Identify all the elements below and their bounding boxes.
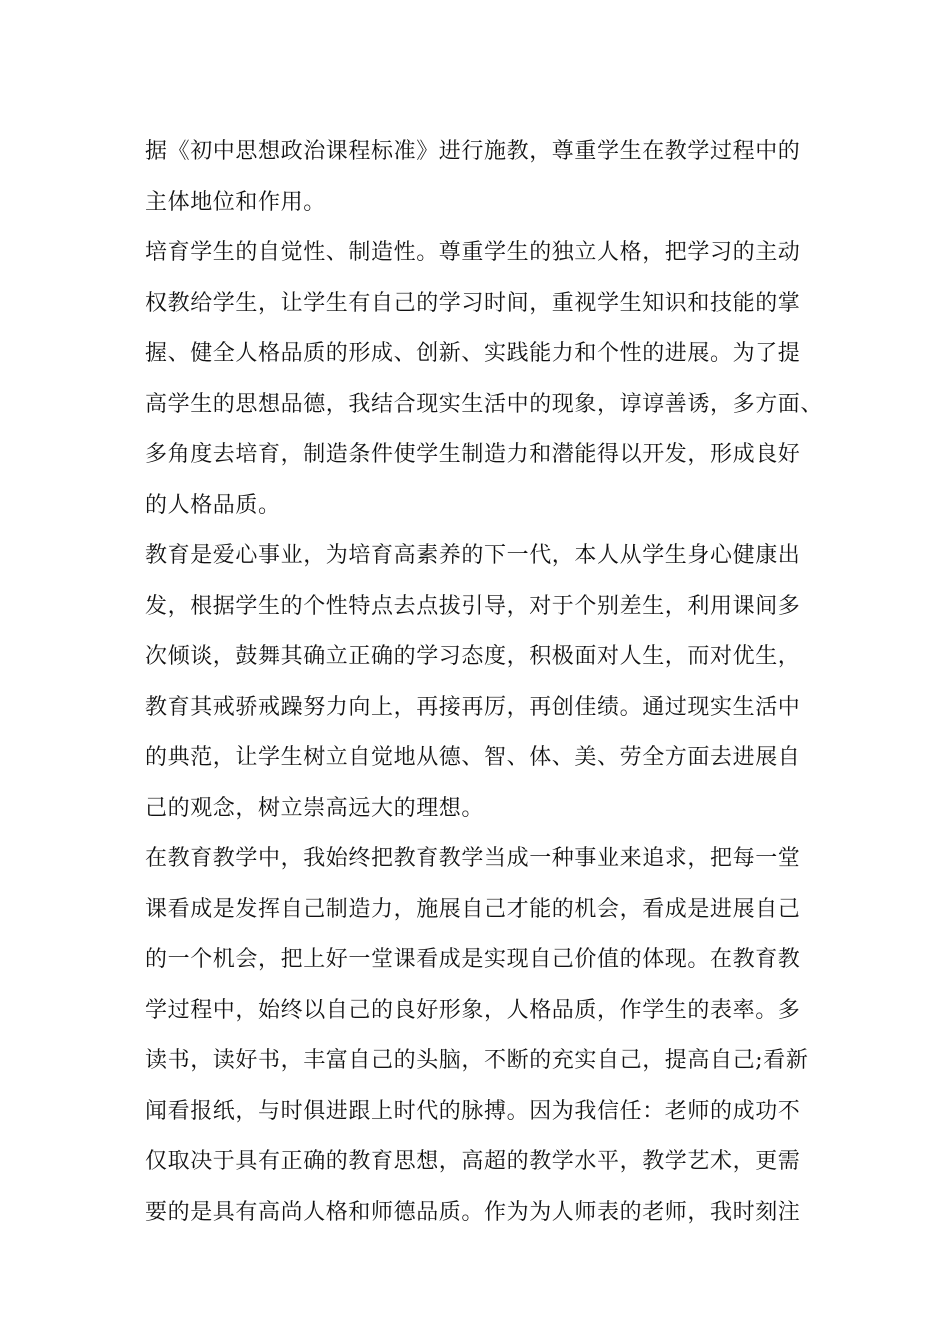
text-line: 学过程中，始终以自己的良好形象，人格品质，作学生的表率。多 <box>145 997 801 1023</box>
text-line: 的一个机会，把上好一堂课看成是实现自己价值的体现。在教育教 <box>145 947 801 972</box>
text-line: 读书，读好书，丰富自己的头脑，不断的充实自己，提高自己;看新 <box>145 1048 809 1073</box>
text-line: 培育学生的自觉性、制造性。尊重学生的独立人格，把学习的主动 <box>145 240 801 265</box>
text-line: 在教育教学中，我始终把教育教学当成一种事业来追求，把每一堂 <box>145 846 801 871</box>
text-line: 要的是具有高尚人格和师德品质。作为为人师表的老师，我时刻注 <box>145 1199 801 1225</box>
body-text <box>145 131 824 1242</box>
text-line: 高学生的思想品德，我结合现实生活中的现象，谆谆善诱，多方面、 <box>145 391 824 417</box>
text-line: 次倾谈，鼓舞其确立正确的学习态度，积极面对人生，而对优生， <box>145 644 801 669</box>
text-line: 多角度去培育，制造条件使学生制造力和潜能得以开发，形成良好 <box>145 442 801 467</box>
text-line: 握、健全人格品质的形成、创新、实践能力和个性的进展。为了提 <box>145 341 801 366</box>
text-line: 仅取决于具有正确的教育思想，高超的教学水平，教学艺术，更需 <box>145 1149 801 1174</box>
text-line: 闻看报纸，与时俱进跟上时代的脉搏。因为我信任：老师的成功不 <box>145 1098 801 1124</box>
text-line: 己的观念，树立崇高远大的理想。 <box>145 795 485 821</box>
text-line: 教育其戒骄戒躁努力向上，再接再厉，再创佳绩。通过现实生活中 <box>145 694 801 720</box>
text-line: 主体地位和作用。 <box>145 189 326 215</box>
text-line: 发，根据学生的个性特点去点拔引导，对于个别差生，利用课间多 <box>145 593 801 619</box>
text-line: 权教给学生，让学生有自己的学习时间，重视学生知识和技能的掌 <box>145 290 801 316</box>
text-line: 教育是爱心事业，为培育高素养的下一代，本人从学生身心健康出 <box>145 543 801 568</box>
text-line: 的典范，让学生树立自觉地从德、智、体、美、劳全方面去进展自 <box>145 745 801 770</box>
text-line: 据《初中思想政治课程标准》进行施教，尊重学生在教学过程中的 <box>145 139 801 164</box>
text-line: 的人格品质。 <box>145 492 281 518</box>
text-line: 课看成是发挥自己制造力，施展自己才能的机会，看成是进展自己 <box>145 896 801 922</box>
